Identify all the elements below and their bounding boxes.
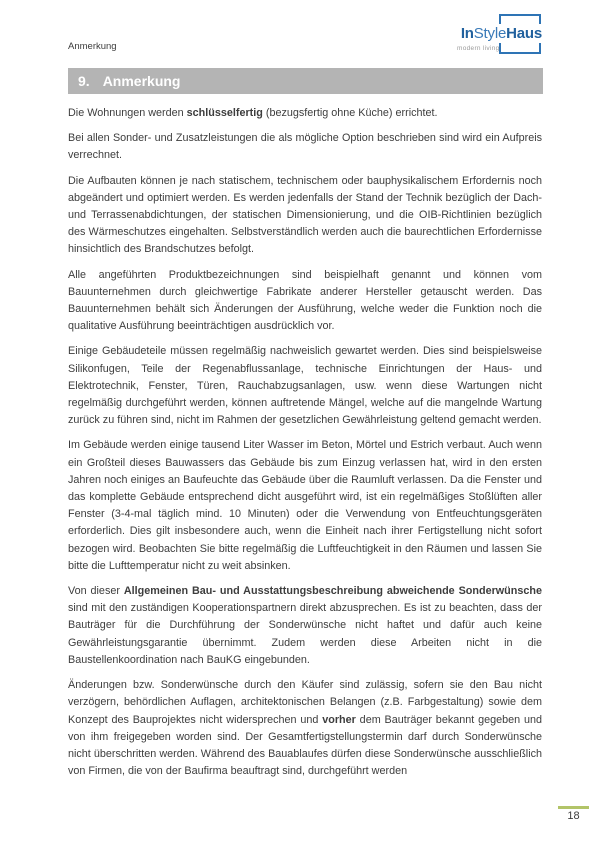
section-title: Anmerkung xyxy=(102,73,181,89)
paragraph-bold-text: schlüsselfertig xyxy=(186,107,263,119)
section-heading-bar xyxy=(68,68,543,94)
paragraph-text: Alle angeführten Produktbezeichnungen sind beispielhaft genannt und können vom Bauunternehmen durch gleichwertige Fabrikate anderer Hersteller getauscht werden. Das Bauunternehmen behält sich Änderungen der Ausführung, welche weder die Funktion noch die qualitative Ausführung beeinträchtigen ausdrücklich vor. xyxy=(68,268,542,333)
paragraphs xyxy=(68,105,542,788)
body-paragraph xyxy=(68,105,542,122)
body-paragraph xyxy=(68,343,542,429)
paragraph-bold-text: Allgemeinen Bau- und Ausstattungsbeschreibung abweichende Sonderwünsche xyxy=(123,585,542,598)
logo-wordmark xyxy=(459,24,544,43)
paragraph-text: Die Aufbauten können je nach statischem, technischem oder bauphysikalischem Erfordernis noch abgeändert und optimiert werden. Es werden jedenfalls der Stand der Technik bezüglich der Dach- und Terrassenabdichtungen, der statischen Dimensionierung, und die OIB-Richtlinien bezüglich des Wärmeschutzes eingehalten. Selbstverständlich werden auch die baurechtlichen Erfordernisse hinsichtlich des Brandschutzes befolgt. xyxy=(68,174,542,256)
body-paragraph xyxy=(68,267,542,336)
paragraph-text: (bezugsfertig ohne Küche) errichtet. xyxy=(262,107,438,119)
body-paragraph xyxy=(68,677,542,780)
paragraph-text: Einige Gebäudeteile müssen regelmäßig nachweislich gewartet werden. Dies sind beispielsweise Silikonfugen, Teile der Regenabflussanlage, technische Einrichtungen der Haus- und Elektrotechnik, Fenster, Türen, Rauchabzugsanlagen, usw. wenn diese Wartungen nicht regelmäßig durchgeführt werden, können auftretende Mängel, welche auf die mangelnde Wartung zurück zu führen sind, nicht im Rahmen der gesetzlichen Gewährleistung geltend gemacht werden. xyxy=(68,345,542,427)
body-paragraph xyxy=(68,173,542,259)
paragraph-text: Von dieser xyxy=(68,585,124,598)
paragraph-text: dem Bauträger bekannt gegeben und von ihm freigegeben worden sind. Der Gesamtfertigstellungstermin darf durch Sonderwünsche nicht überschritten werden. Während des Bauablaufes dürfen diese Sonderwünsche ausschließlich von Firmen, die von der Baufirma beauftragt sind, durchgeführt werden xyxy=(68,713,542,778)
paragraph-bold-text: vorher xyxy=(322,713,356,726)
running-header: Anmerkung xyxy=(68,41,117,52)
body-paragraph xyxy=(68,130,542,164)
paragraph-text: sind mit den zuständigen Kooperationspartnern direkt abzusprechen. Es ist zu beachten, dass der Bauträger für die Durchführung der Sonderwünsche nicht haftet und dafür auch keine Gewährleistungsgarantie übernimmt. Zudem werden diese Arbeiten nicht in die Baustellenkoordination nach BauKG eingebunden. xyxy=(68,602,542,666)
paragraph-text: Die Wohnungen werden xyxy=(68,107,187,119)
page-number: 18 xyxy=(567,810,580,822)
footer-rule xyxy=(558,806,589,809)
section-number: 9. xyxy=(78,73,90,89)
body-paragraph xyxy=(68,437,542,575)
paragraph-text: Bei allen Sonder- und Zusatzleistungen die als mögliche Option beschrieben sind wird ein Aufpreis verrechnet. xyxy=(68,132,542,162)
logo-part-haus: Haus xyxy=(506,25,542,42)
logo-part-style: Style xyxy=(473,25,507,42)
paragraph-text: Änderungen bzw. Sonderwünsche durch den Käufer sind zulässig, sofern sie den Bau nicht verzögern, behördlichen Auflagen, architektonischen Belangen (z.B. Farbgestaltung) sowie dem Konzept des Bauprojektes nicht widersprechen und xyxy=(68,679,542,726)
body-paragraph xyxy=(68,583,542,669)
paragraph-text: Im Gebäude werden einige tausend Liter Wasser im Beton, Mörtel und Estrich verbaut. Auch wenn ein Großteil dieses Bauwassers das Gebäude bis zum Einzug verlassen hat, wird in den ersten Jahren noch einiges an Baufeuchte das Gebäude über die Raumluft verlassen. Da die Fenster und das komplette Gebäude entsprechend dicht ausgeführt wird, ist ein regelmäßiges Stoßlüften aller Fenster (3-4-mal täglich mind. 10 Minuten) oder die Verwendung von Entfeuchtungsgeräten erforderlich. Dies gilt insbesondere auch, wenn die Einheit nach ihrer Fertigstellung nicht sofort bezogen wird. Beobachten Sie bitte regelmäßig die Luftfeuchtigkeit in den Räumen und lassen Sie bitte die Lufttemperatur nicht zu weit absinken. xyxy=(68,439,542,572)
logo-tagline: modern living xyxy=(457,45,500,52)
logo-part-in: In xyxy=(460,25,474,42)
